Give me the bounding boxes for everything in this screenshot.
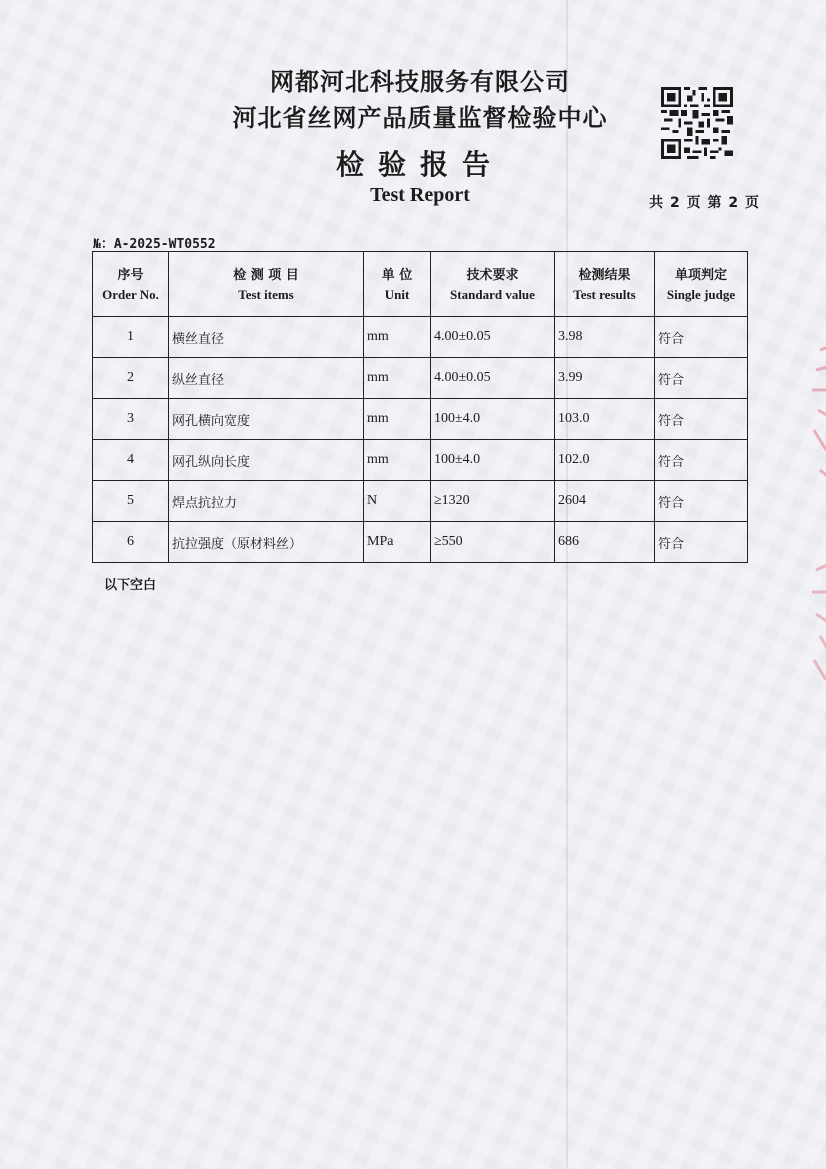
row-order-no: 6 — [93, 522, 169, 563]
row-order-no: 4 — [93, 440, 169, 481]
header-test-results-en: Test results — [573, 286, 636, 302]
row-standard-value: ≥1320 — [431, 481, 555, 522]
table-row — [93, 481, 748, 522]
report-title-en: Test Report — [370, 184, 470, 206]
header-test-items-cn: 检 测 项 目 — [233, 267, 299, 283]
row-test-result: 2604 — [555, 481, 655, 522]
row-standard-value: 4.00±0.05 — [431, 317, 555, 358]
qr-code-icon — [661, 87, 733, 159]
table-row — [93, 440, 748, 481]
header-unit-en: Unit — [384, 286, 410, 302]
row-judge: 符合 — [655, 358, 748, 399]
row-judge: 符合 — [655, 317, 748, 358]
header-single-judge-en: Single judge — [666, 286, 736, 302]
row-judge: 符合 — [655, 440, 748, 481]
table-header-row — [93, 252, 748, 317]
row-order-no: 3 — [93, 399, 169, 440]
blank-below-note: 以下空白 — [104, 578, 157, 593]
row-order-no: 1 — [93, 317, 169, 358]
row-test-item: 抗拉强度（原材料丝） — [169, 522, 364, 563]
header-single-judge-cn: 单项判定 — [674, 267, 727, 283]
header-test-results-cn: 检测结果 — [578, 267, 631, 283]
header-unit — [364, 252, 431, 317]
header-unit-cn: 单 位 — [381, 267, 413, 283]
header-order-no-en: Order No. — [102, 286, 159, 302]
header-standard-value-cn: 技术要求 — [466, 267, 519, 283]
header-test-items-en: Test items — [238, 286, 294, 302]
row-test-item: 横丝直径 — [169, 317, 364, 358]
row-unit: mm — [364, 317, 431, 358]
row-unit: N — [364, 481, 431, 522]
company-name: 网都河北科技服务有限公司 — [270, 68, 570, 96]
report-number: №：A-2025-WT0552 — [93, 237, 216, 252]
row-unit: mm — [364, 399, 431, 440]
header-test-results — [555, 252, 655, 317]
row-judge: 符合 — [655, 399, 748, 440]
row-standard-value: 100±4.0 — [431, 440, 555, 481]
inspection-center-name: 河北省丝网产品质量监督检验中心 — [232, 104, 608, 132]
row-test-result: 686 — [555, 522, 655, 563]
row-standard-value: ≥550 — [431, 522, 555, 563]
table-row — [93, 399, 748, 440]
header-standard-value — [431, 252, 555, 317]
row-test-item: 纵丝直径 — [169, 358, 364, 399]
table-row — [93, 358, 748, 399]
row-standard-value: 4.00±0.05 — [431, 358, 555, 399]
row-unit: mm — [364, 358, 431, 399]
red-seal-stamp — [786, 330, 826, 690]
page-count: 共 2 页 第 2 页 — [649, 195, 760, 211]
row-test-result: 3.98 — [555, 317, 655, 358]
row-standard-value: 100±4.0 — [431, 399, 555, 440]
row-test-item: 网孔横向宽度 — [169, 399, 364, 440]
row-judge: 符合 — [655, 522, 748, 563]
table-row — [93, 317, 748, 358]
row-test-item: 焊点抗拉力 — [169, 481, 364, 522]
row-judge: 符合 — [655, 481, 748, 522]
header-order-no-cn: 序号 — [117, 267, 144, 283]
table-row — [93, 522, 748, 563]
header-standard-value-en: Standard value — [450, 286, 535, 302]
row-test-item: 网孔纵向长度 — [169, 440, 364, 481]
row-test-result: 103.0 — [555, 399, 655, 440]
row-order-no: 2 — [93, 358, 169, 399]
header-test-items — [169, 252, 364, 317]
row-test-result: 3.99 — [555, 358, 655, 399]
row-test-result: 102.0 — [555, 440, 655, 481]
row-unit: mm — [364, 440, 431, 481]
report-title-cn: 检验报告 — [335, 148, 504, 181]
row-order-no: 5 — [93, 481, 169, 522]
header-single-judge — [655, 252, 748, 317]
test-results-table — [92, 251, 748, 563]
header-order-no — [93, 252, 169, 317]
row-unit: MPa — [364, 522, 431, 563]
